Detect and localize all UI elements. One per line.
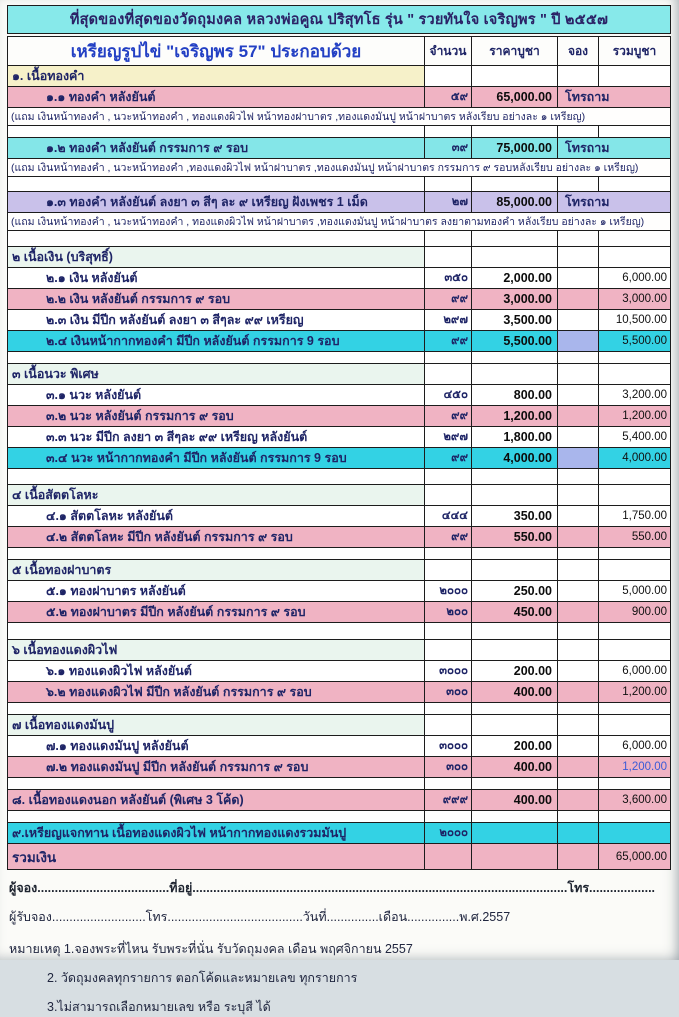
qty-cell: ๓๐๐ <box>425 682 472 703</box>
desc-cell <box>8 778 425 790</box>
desc-cell: ๓.๓ นวะ มีปีก ลงยา ๓ สีๆละ ๙๙ เหรียญ หลังยันต์ <box>8 427 425 448</box>
reserve-cell <box>558 485 599 506</box>
table-header-row <box>8 37 671 66</box>
table-row <box>8 138 671 159</box>
table-row <box>8 385 671 406</box>
column-header-description: เหรียญรูปไข่ "เจริญพร 57" ประกอบด้วย <box>8 37 425 66</box>
desc-cell: ๒.๒ เงิน หลังยันต์ กรรมการ ๙ รอบ <box>8 289 425 310</box>
price-table <box>7 36 671 870</box>
desc-cell: ๘. เนื้อทองแดงนอก หลังยันต์ (พิเศษ 3 โค้ด) <box>8 790 425 811</box>
qty-cell: ๓๐๐๐ <box>425 736 472 757</box>
desc-cell <box>8 177 425 192</box>
reserve-cell <box>558 427 599 448</box>
desc-cell: ๑. เนื้อทองคำ <box>8 66 425 87</box>
table-row <box>8 736 671 757</box>
table-row <box>8 469 671 485</box>
footer-line: ผู้รับจอง...........................โทร.......................................วันที่...............เดือน...............พ.ศ.2557 <box>9 910 511 924</box>
price-cell <box>472 548 558 560</box>
reserve-cell <box>558 66 599 87</box>
price-cell <box>472 352 558 364</box>
qty-cell <box>425 352 472 364</box>
table-row <box>8 213 671 231</box>
desc-cell: รวมเงิน <box>8 844 425 870</box>
qty-cell <box>425 126 472 138</box>
qty-cell: ๕๙ <box>425 87 472 108</box>
order-table-body <box>8 66 671 870</box>
total-cell: 5,400.00 <box>599 427 671 448</box>
total-cell <box>599 247 671 268</box>
desc-cell: ๒.๓ เงิน มีปีก หลังยันต์ ลงยา ๓ สีๆละ ๙๙ เหรียญ <box>8 310 425 331</box>
qty-cell: ๒๙๗ <box>425 427 472 448</box>
qty-cell: ๓๕๐ <box>425 268 472 289</box>
qty-cell <box>425 485 472 506</box>
qty-cell <box>425 231 472 247</box>
desc-cell: ๗ เนื้อทองแดงมันปู <box>8 715 425 736</box>
table-row <box>8 640 671 661</box>
qty-cell <box>425 811 472 823</box>
price-cell: 450.00 <box>472 602 558 623</box>
title-band <box>7 5 671 34</box>
price-cell <box>472 247 558 268</box>
price-cell <box>472 177 558 192</box>
price-cell: 350.00 <box>472 506 558 527</box>
price-cell <box>472 640 558 661</box>
qty-cell: ๓๐๐ <box>425 757 472 778</box>
table-row <box>8 406 671 427</box>
total-cell: 900.00 <box>599 602 671 623</box>
desc-cell: ๓.๒ นวะ หลังยันต์ กรรมการ ๙ รอบ <box>8 406 425 427</box>
table-row <box>8 844 671 870</box>
desc-cell: ๓.๔ นวะ หน้ากากทองคำ มีปีก หลังยันต์ กรรมการ 9 รอบ <box>8 448 425 469</box>
desc-cell: ๖.๒ ทองแดงผิวไฟ มีปีก หลังยันต์ กรรมการ ๙ รอบ <box>8 682 425 703</box>
table-row <box>8 352 671 364</box>
reserve-cell <box>558 352 599 364</box>
table-row <box>8 790 671 811</box>
qty-cell: ๙๙ <box>425 406 472 427</box>
reserve-cell <box>558 560 599 581</box>
reserve-cell <box>558 790 599 811</box>
total-cell: 65,000.00 <box>599 844 671 870</box>
reserve-cell <box>558 177 599 192</box>
desc-cell <box>8 231 425 247</box>
total-cell: 6,000.00 <box>599 736 671 757</box>
desc-cell: ๓ เนื้อนวะ พิเศษ <box>8 364 425 385</box>
table-row <box>8 177 671 192</box>
reserve-cell <box>558 448 599 469</box>
desc-cell <box>8 703 425 715</box>
column-header-price: ราคาบูชา <box>472 37 558 66</box>
price-cell: 2,000.00 <box>472 268 558 289</box>
reserve-cell <box>558 385 599 406</box>
table-row <box>8 757 671 778</box>
table-row <box>8 548 671 560</box>
table-row <box>8 108 671 126</box>
qty-cell: ๓๙ <box>425 138 472 159</box>
price-cell: 4,000.00 <box>472 448 558 469</box>
desc-cell <box>8 811 425 823</box>
total-cell <box>599 640 671 661</box>
total-cell <box>599 177 671 192</box>
price-cell <box>472 715 558 736</box>
price-cell <box>472 623 558 640</box>
qty-cell <box>425 715 472 736</box>
table-row <box>8 66 671 87</box>
total-cell: 4,000.00 <box>599 448 671 469</box>
total-cell <box>599 623 671 640</box>
price-cell <box>472 469 558 485</box>
reserve-cell <box>558 715 599 736</box>
price-cell <box>472 485 558 506</box>
price-cell <box>472 811 558 823</box>
desc-cell: ๑.๒ ทองคำ หลังยันต์ กรรมการ ๙ รอบ <box>8 138 425 159</box>
table-row <box>8 560 671 581</box>
reserve-cell <box>558 623 599 640</box>
price-cell <box>472 844 558 870</box>
total-cell: 3,000.00 <box>599 289 671 310</box>
reserve-cell <box>558 581 599 602</box>
desc-cell: ๔.๒ สัตตโลหะ มีปีก หลังยันต์ กรรมการ ๙ รอบ <box>8 527 425 548</box>
price-cell: 200.00 <box>472 736 558 757</box>
table-row <box>8 247 671 268</box>
qty-cell <box>425 560 472 581</box>
price-cell: 400.00 <box>472 757 558 778</box>
table-row <box>8 602 671 623</box>
desc-cell: ๖ เนื้อทองแดงผิวไฟ <box>8 640 425 661</box>
table-row <box>8 778 671 790</box>
qty-cell <box>425 548 472 560</box>
total-cell: 10,500.00 <box>599 310 671 331</box>
reserve-cell <box>558 247 599 268</box>
price-cell <box>472 823 558 844</box>
desc-cell <box>8 469 425 485</box>
desc-cell: ๔ เนื้อสัตตโลหะ <box>8 485 425 506</box>
price-cell: 1,200.00 <box>472 406 558 427</box>
qty-cell <box>425 66 472 87</box>
table-row <box>8 427 671 448</box>
price-cell <box>472 703 558 715</box>
note-cell: (แถม เงินหน้าทองคำ , นวะหน้าทองคำ ,ทองแดงผิวไฟ หน้าฝาบาตร ,ทองแดงมันปู หน้าฝาบาตร กรรมการ ๙ รอบหลังเรียบ อย่างละ ๑ เหรียญ) <box>8 159 671 177</box>
qty-cell: ๙๙ <box>425 448 472 469</box>
table-row <box>8 661 671 682</box>
reserve-cell <box>558 661 599 682</box>
column-header-reserve: จอง <box>558 37 599 66</box>
table-row <box>8 331 671 352</box>
total-cell <box>599 231 671 247</box>
qty-cell <box>425 703 472 715</box>
total-cell: 1,750.00 <box>599 506 671 527</box>
reserve-cell <box>558 364 599 385</box>
price-cell <box>472 364 558 385</box>
price-cell: 250.00 <box>472 581 558 602</box>
order-footer <box>7 878 671 1017</box>
table-row <box>8 703 671 715</box>
total-cell <box>599 66 671 87</box>
price-cell: 200.00 <box>472 661 558 682</box>
qty-cell <box>425 623 472 640</box>
table-row <box>8 231 671 247</box>
qty-cell: ๒๐๐ <box>425 602 472 623</box>
total-cell <box>599 364 671 385</box>
total-cell: 6,000.00 <box>599 268 671 289</box>
total-cell <box>599 126 671 138</box>
desc-cell: ๓.๑ นวะ หลังยันต์ <box>8 385 425 406</box>
table-row <box>8 623 671 640</box>
note-cell: (แถม เงินหน้าทองคำ , นวะหน้าทองคำ , ทองแดงผิวไฟ หน้าฝาบาตร ,ทองแดงมันปู หน้าฝาบาตร ลงยาตามทองคำ หลังเรียบ อย่างละ ๑ เหรียญ) <box>8 213 671 231</box>
reserve-cell <box>558 268 599 289</box>
qty-cell <box>425 640 472 661</box>
qty-cell <box>425 247 472 268</box>
qty-cell: ๒๐๐๐ <box>425 823 472 844</box>
desc-cell: ๕.๑ ทองฝาบาตร หลังยันต์ <box>8 581 425 602</box>
qty-cell <box>425 469 472 485</box>
desc-cell: ๗.๑ ทองแดงมันปู หลังยันต์ <box>8 736 425 757</box>
desc-cell: ๕ เนื้อทองฝาบาตร <box>8 560 425 581</box>
table-row <box>8 682 671 703</box>
qty-cell: ๙๙ <box>425 331 472 352</box>
table-row <box>8 715 671 736</box>
qty-cell: ๙๙๙ <box>425 790 472 811</box>
total-cell <box>599 548 671 560</box>
reserve-cell <box>558 331 599 352</box>
footer-line: 3.ไม่สามารถเลือกหมายเลข หรือ ระบุสี ได้ <box>47 1000 271 1014</box>
price-cell: 1,800.00 <box>472 427 558 448</box>
qty-cell: ๒๗ <box>425 192 472 213</box>
table-row <box>8 364 671 385</box>
price-cell <box>472 126 558 138</box>
desc-cell <box>8 623 425 640</box>
reserve-cell <box>558 757 599 778</box>
reserve-cell: โทรถาม <box>558 87 671 108</box>
desc-cell: ๗.๒ ทองแดงมันปู มีปีก หลังยันต์ กรรมการ ๙ รอบ <box>8 757 425 778</box>
reserve-cell <box>558 703 599 715</box>
qty-cell: ๒๙๗ <box>425 310 472 331</box>
table-row <box>8 268 671 289</box>
total-cell: 3,600.00 <box>599 790 671 811</box>
qty-cell: ๙๙ <box>425 527 472 548</box>
price-cell: 800.00 <box>472 385 558 406</box>
desc-cell: ๒.๔ เงินหน้ากากทองคำ มีปีก หลังยันต์ กรรมการ 9 รอบ <box>8 331 425 352</box>
price-cell <box>472 66 558 87</box>
total-cell: 1,200.00 <box>599 406 671 427</box>
qty-cell <box>425 364 472 385</box>
price-cell: 5,500.00 <box>472 331 558 352</box>
reserve-cell <box>558 844 599 870</box>
total-cell: 3,200.00 <box>599 385 671 406</box>
page-title: ที่สุดของที่สุดของวัดถุมงคล หลวงพ่อคูณ ปริสุทโธ รุ่น " รวยทันใจ เจริญพร " ปี ๒๕๕๗ <box>69 12 609 28</box>
column-header-qty: จำนวน <box>425 37 472 66</box>
desc-cell: ๒ เนื้อเงิน (บริสุทธิ์) <box>8 247 425 268</box>
reserve-cell <box>558 548 599 560</box>
price-cell: 400.00 <box>472 682 558 703</box>
total-cell: 6,000.00 <box>599 661 671 682</box>
desc-cell <box>8 352 425 364</box>
price-cell: 65,000.00 <box>472 87 558 108</box>
desc-cell: ๔.๑ สัตตโลหะ หลังยันต์ <box>8 506 425 527</box>
price-cell: 3,500.00 <box>472 310 558 331</box>
price-cell: 85,000.00 <box>472 192 558 213</box>
reserve-cell: โทรถาม <box>558 192 671 213</box>
table-row <box>8 192 671 213</box>
qty-cell: ๔๔๔ <box>425 506 472 527</box>
total-cell <box>599 560 671 581</box>
qty-cell <box>425 844 472 870</box>
qty-cell <box>425 778 472 790</box>
qty-cell: ๓๐๐๐ <box>425 661 472 682</box>
note-cell: (แถม เงินหน้าทองคำ , นวะหน้าทองคำ , ทองแดงผิวไฟ หน้าทองฝาบาตร ,ทองแดงมันปู หน้าฝาบาตร หลังเรียบ อย่างละ ๑ เหรียญ) <box>8 108 671 126</box>
footer-line: หมายเหตุ 1.จองพระที่ไหน รับพระที่นั่น รับวัดถุมงคล เดือน พฤศจิกายน 2557 <box>9 942 413 956</box>
total-cell <box>599 352 671 364</box>
price-cell: 550.00 <box>472 527 558 548</box>
price-cell: 400.00 <box>472 790 558 811</box>
reserve-cell <box>558 231 599 247</box>
total-cell <box>599 778 671 790</box>
desc-cell: ๑.๑ ทองคำ หลังยันต์ <box>8 87 425 108</box>
total-cell <box>599 811 671 823</box>
footer-line: 2. วัดถุมงคลทุกรายการ ตอกโค้ดและหมายเลข ทุกรายการ <box>47 971 358 985</box>
total-cell: 1,200.00 <box>599 757 671 778</box>
table-row <box>8 506 671 527</box>
total-cell: 5,500.00 <box>599 331 671 352</box>
reserve-cell <box>558 602 599 623</box>
table-row <box>8 811 671 823</box>
price-cell: 75,000.00 <box>472 138 558 159</box>
desc-cell: ๙.เหรียญแจกทาน เนื้อทองแดงผิวไฟ หน้ากากทองแดงรวมมันปู <box>8 823 425 844</box>
reserve-cell <box>558 736 599 757</box>
column-header-total: รวมบูชา <box>599 37 671 66</box>
total-cell: 1,200.00 <box>599 682 671 703</box>
desc-cell: ๖.๑ ทองแดงผิวไฟ หลังยันต์ <box>8 661 425 682</box>
total-cell <box>599 703 671 715</box>
qty-cell: ๒๐๐๐ <box>425 581 472 602</box>
reserve-cell <box>558 406 599 427</box>
table-row <box>8 485 671 506</box>
reserve-cell <box>558 469 599 485</box>
qty-cell <box>425 177 472 192</box>
table-row <box>8 289 671 310</box>
table-row <box>8 87 671 108</box>
desc-cell: ๒.๑ เงิน หลังยันต์ <box>8 268 425 289</box>
reserve-cell <box>558 823 599 844</box>
reserve-cell <box>558 778 599 790</box>
reserve-cell <box>558 640 599 661</box>
desc-cell <box>8 126 425 138</box>
reserve-cell <box>558 126 599 138</box>
table-row <box>8 448 671 469</box>
qty-cell: ๔๕๐ <box>425 385 472 406</box>
reserve-cell <box>558 289 599 310</box>
footer-line: ผู้จอง......................................ที่อยู่............................................................................................................โทร................... <box>9 881 656 895</box>
price-cell <box>472 778 558 790</box>
qty-cell: ๙๙ <box>425 289 472 310</box>
total-cell: 550.00 <box>599 527 671 548</box>
price-cell: 3,000.00 <box>472 289 558 310</box>
total-cell <box>599 823 671 844</box>
total-cell: 5,000.00 <box>599 581 671 602</box>
total-cell <box>599 469 671 485</box>
reserve-cell <box>558 811 599 823</box>
reserve-cell <box>558 527 599 548</box>
table-row <box>8 581 671 602</box>
table-row <box>8 527 671 548</box>
table-row <box>8 159 671 177</box>
table-row <box>8 126 671 138</box>
reserve-cell: โทรถาม <box>558 138 671 159</box>
desc-cell <box>8 548 425 560</box>
desc-cell: ๑.๓ ทองคำ หลังยันต์ ลงยา ๓ สีๆ ละ ๙ เหรียญ ฝังเพชร 1 เม็ด <box>8 192 425 213</box>
desc-cell: ๕.๒ ทองฝาบาตร มีปีก หลังยันต์ กรรมการ ๙ รอบ <box>8 602 425 623</box>
reserve-cell <box>558 506 599 527</box>
price-cell <box>472 560 558 581</box>
table-row <box>8 823 671 844</box>
reserve-cell <box>558 682 599 703</box>
total-cell <box>599 715 671 736</box>
reserve-cell <box>558 310 599 331</box>
price-cell <box>472 231 558 247</box>
total-cell <box>599 485 671 506</box>
table-row <box>8 310 671 331</box>
